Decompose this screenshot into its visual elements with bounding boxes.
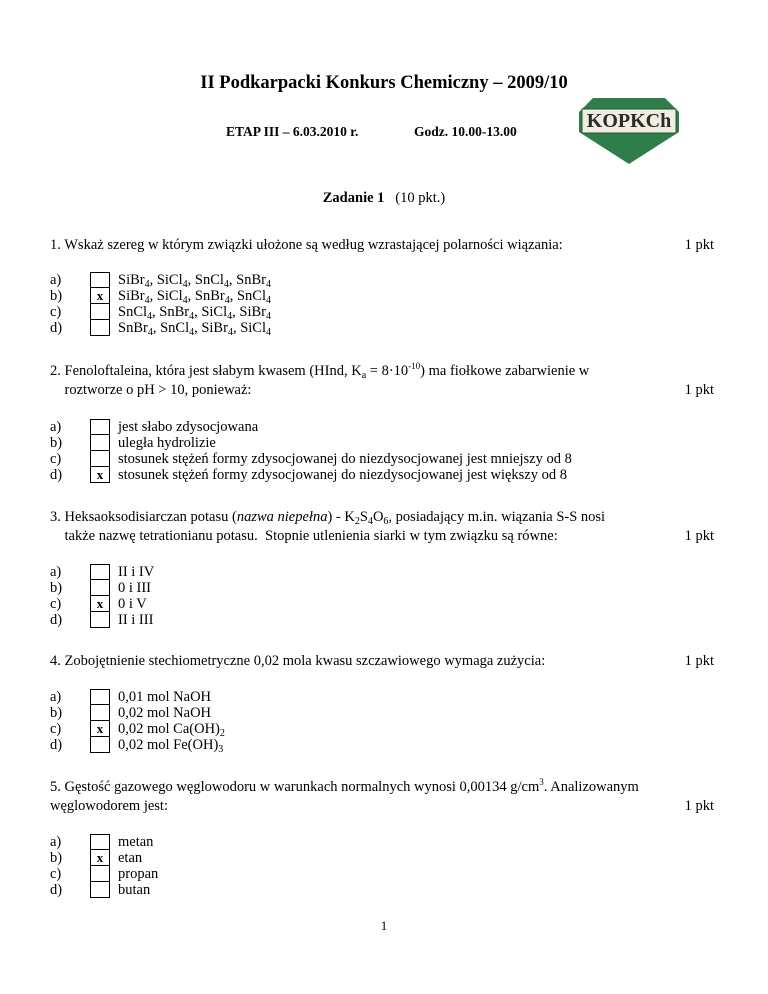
option-text: SnCl$_4$, SnBr$_4$, SiCl$_4$, SiBr$_4$: [118, 304, 271, 322]
option-text: butan: [118, 882, 151, 898]
question-number: 4.: [50, 653, 61, 669]
option-text: SnBr$_4$, SnCl$_4$, SiBr$_4$, SiCl$_4$: [118, 320, 271, 338]
option-letter: d): [50, 737, 63, 753]
option-text: II i III: [118, 612, 154, 628]
answer-checkbox[interactable]: [90, 451, 110, 467]
question-1: [50, 236, 714, 255]
question-3: [50, 508, 714, 546]
kopkch-logo: [579, 96, 679, 166]
question-text: Heksaoksodisiarczan potasu (nazwa niepełna) - $K_2S_4O_6$, posiadający m.in. wiązania S-S nosi także nazwę tetrationianu potasu. Stopnie utlenienia siarki w tym związku są równe:: [50, 509, 606, 544]
question-5: [50, 778, 714, 816]
option-letter: a): [50, 564, 62, 580]
answer-checkbox[interactable]: [90, 612, 110, 628]
option-text: 0,01 mol NaOH: [118, 689, 212, 705]
answer-checkbox[interactable]: [90, 580, 110, 596]
answer-checkbox[interactable]: [90, 564, 110, 580]
question-points: 1 pkt: [684, 653, 714, 669]
task-heading: [0, 190, 768, 207]
option-letter: d): [50, 467, 63, 483]
exam-hours: Godz. 10.00-13.00: [414, 124, 517, 139]
option-text: SiBr$_4$, SiCl$_4$, SnBr$_4$, SnCl$_4$: [118, 288, 271, 306]
option-letter: b): [50, 288, 63, 304]
answer-checkbox[interactable]: [90, 866, 110, 882]
question-points: 1 pkt: [684, 798, 714, 814]
answer-checkbox[interactable]: [90, 705, 110, 721]
logo-text: KOPKCh: [586, 110, 672, 132]
option-letter: b): [50, 580, 63, 596]
option-letter: b): [50, 850, 63, 866]
option-letter: d): [50, 320, 63, 336]
answer-checkbox[interactable]: x: [90, 467, 110, 483]
option-letter: c): [50, 721, 62, 737]
question-text: Wskaż szereg w którym związki ułożone są według wzrastającej polarności wiązania:: [64, 237, 563, 253]
option-letter: d): [50, 882, 63, 898]
answer-checkbox[interactable]: [90, 419, 110, 435]
option-letter: a): [50, 272, 62, 288]
option-text: uległa hydrolizie: [118, 435, 216, 451]
option-text: SiBr$_4$, SiCl$_4$, SnCl$_4$, SnBr$_4$: [118, 272, 271, 290]
question-number: 2.: [50, 363, 61, 379]
option-letter: c): [50, 451, 62, 467]
option-text: metan: [118, 834, 154, 850]
option-text: propan: [118, 866, 159, 882]
answer-checkbox[interactable]: x: [90, 850, 110, 866]
option-text: etan: [118, 850, 143, 866]
option-text: stosunek stężeń formy zdysocjowanej do niezdysocjowanej jest mniejszy od 8: [118, 451, 572, 467]
option-text: 0 i V: [118, 596, 147, 612]
option-letter: b): [50, 435, 63, 451]
question-text: Fenoloftaleina, która jest słabym kwasem (HInd, $K_a = 8\cdot 10^{-10}$) ma fiołkowe zabarwienie w roztworze o pH > 10, ponieważ:: [50, 361, 590, 398]
option-text: 0 i III: [118, 580, 152, 596]
option-text: 0,02 mol NaOH: [118, 705, 212, 721]
answer-checkbox[interactable]: [90, 272, 110, 288]
question-text: Zobojętnienie stechiometryczne 0,02 mola kwasu szczawiowego wymaga zużycia:: [64, 653, 546, 669]
answer-checkbox[interactable]: [90, 435, 110, 451]
answer-checkbox[interactable]: [90, 834, 110, 850]
question-points: 1 pkt: [684, 528, 714, 544]
question-number: 5.: [50, 779, 61, 795]
question-number: 3.: [50, 509, 61, 525]
answer-checkbox[interactable]: x: [90, 288, 110, 304]
answer-checkbox[interactable]: [90, 304, 110, 320]
question-number: 1.: [50, 237, 61, 253]
option-letter: b): [50, 705, 63, 721]
option-letter: c): [50, 304, 62, 320]
question-4: [50, 652, 714, 671]
option-letter: a): [50, 419, 62, 435]
option-text: II i IV: [118, 564, 155, 580]
option-letter: a): [50, 689, 62, 705]
document-title: II Podkarpacki Konkurs Chemiczny – 2009/10: [200, 73, 568, 93]
answer-checkbox[interactable]: [90, 689, 110, 705]
task-points: (10 pkt.): [395, 190, 446, 206]
question-points: 1 pkt: [684, 237, 714, 253]
question-points: 1 pkt: [684, 382, 714, 398]
option-letter: c): [50, 866, 62, 882]
option-letter: a): [50, 834, 62, 850]
question-text: Gęstość gazowego węglowodoru w warunkach normalnych wynosi 0,00134 $g/cm^3$. Analizowanym węglowodorem jest:: [50, 777, 639, 814]
stage-date: ETAP III – 6.03.2010 r.: [226, 124, 359, 139]
answer-checkbox[interactable]: x: [90, 596, 110, 612]
page-number: 1: [380, 918, 388, 933]
question-2: [50, 362, 714, 400]
task-label: Zadanie 1: [322, 190, 385, 206]
option-text: 0,02 mol $Fe(OH)_3$: [118, 737, 224, 755]
answer-checkbox[interactable]: [90, 737, 110, 753]
answer-checkbox[interactable]: x: [90, 721, 110, 737]
option-text: jest słabo zdysocjowana: [118, 419, 259, 435]
option-text: stosunek stężeń formy zdysocjowanej do niezdysocjowanej jest większy od 8: [118, 467, 567, 483]
answer-checkbox[interactable]: [90, 882, 110, 898]
option-letter: d): [50, 612, 63, 628]
answer-checkbox[interactable]: [90, 320, 110, 336]
option-letter: c): [50, 596, 62, 612]
option-text: 0,02 mol $Ca(OH)_2$: [118, 721, 225, 739]
